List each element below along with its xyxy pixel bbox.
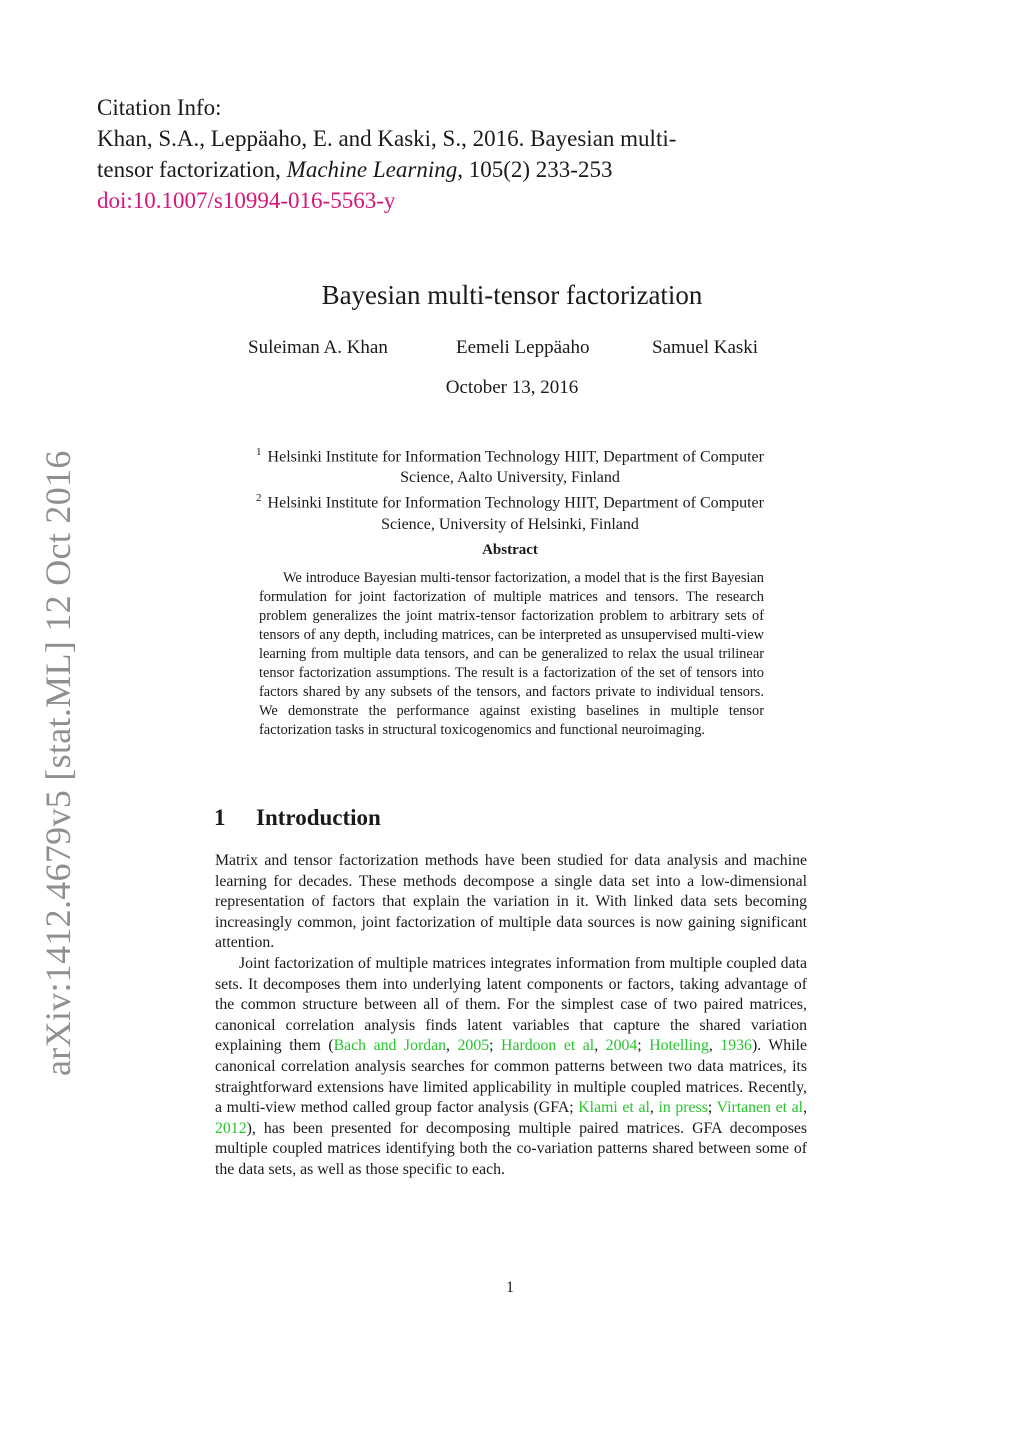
citation-line-2-pre: tensor factorization, [97, 157, 287, 182]
affiliation [250, 442, 770, 488]
affiliations [250, 442, 770, 535]
citation-info [97, 92, 797, 216]
citation-journal: Machine Learning [286, 157, 458, 182]
affiliation-mark: 1 [256, 446, 262, 458]
body-paragraph: Joint factorization of multiple matrices integrates information from multiple coupled data sets. It decomposes them into underlying latent components or factors, taking advantage of the common structure between all of them. For the simplest case of two paired matrices, canonical correlation analysis finds latent variables that capture the shared variation explaining them (Bach and Jordan, 2005; Hardoon et al, 2004; Hotelling, 1936). While canonical correlation analysis searches for common patterns between two data matrices, its straightforward extensions have limited applicability in multiple coupled matrices. Recently, a multi-view method called group factor analysis (GFA; Klami et al, in press; Virtanen et al, 2012), has been presented for decomposing multiple paired matrices. GFA decomposes multiple coupled matrices identifying both the co-variation patterns shared between some of the data sets, as well as those specific to each. [215, 955, 808, 1178]
author-name: Suleiman A. Khan [248, 337, 388, 358]
author-name: Eemeli Leppäaho [456, 337, 590, 358]
page-number: 1 [506, 1279, 514, 1296]
citation-link[interactable]: Hotelling [649, 1037, 709, 1055]
citation-year-link[interactable]: 2005 [457, 1037, 490, 1055]
citation-link[interactable]: Virtanen et al [716, 1099, 804, 1117]
citation-line-1: Khan, S.A., Leppäaho, E. and Kaski, S., 2016. Bayesian multi- [97, 126, 677, 151]
section-number: 1 [214, 805, 226, 830]
author-list [248, 337, 778, 367]
citation-year-link[interactable]: 1936 [720, 1037, 752, 1055]
arxiv-identifier-stamp: arXiv:1412.4679v5 [stat.ML] 12 Oct 2016 [38, 450, 78, 1076]
affiliation-text: Helsinki Institute for Information Technology HIIT, Department of Computer Science, Aalto University, Finland [267, 448, 764, 487]
citation-line-2-post: , 105(2) 233-253 [457, 157, 613, 182]
section-heading [214, 805, 381, 831]
citation-link[interactable]: Hardoon et al [501, 1037, 595, 1055]
affiliation-text: Helsinki Institute for Information Technology HIIT, Department of Computer Science, University of Helsinki, Finland [267, 494, 764, 533]
paragraph-text: Joint factorization of multiple matrices integrates information from multiple coupled data sets. It decomposes them into underlying latent components or factors, taking advantage of the common structure between all of them. For the simplest case of two paired matrices, canonical correlation analysis finds latent variables that capture the shared variation explaining them ( [215, 955, 807, 1055]
citation-year-link[interactable]: in press [658, 1099, 708, 1117]
author-name: Samuel Kaski [652, 337, 759, 358]
publication-date: October 13, 2016 [445, 377, 579, 398]
affiliation-mark: 2 [256, 492, 262, 505]
citation-heading: Citation Info: [97, 95, 222, 120]
citation-link[interactable]: Bach and Jordan [333, 1037, 447, 1055]
paper-title: Bayesian multi-tensor factorization [321, 280, 703, 310]
paragraph-text: ). While canonical correlation analysis searches for common patterns between two data matrices, its straightforward extensions have limited applicability in multiple coupled matrices. Recently, a multi-view method called group factor analysis (GFA; [215, 1037, 807, 1117]
body-paragraph: Matrix and tensor factorization methods have been studied for data analysis and machine learning for decades. These methods decompose a single data set into a low-dimensional representation of factors that explain the variation in it. With linked data sets becoming increasingly common, joint factorization of multiple data sources is now gaining significant attention. [215, 852, 807, 952]
paragraph-text: ), has been presented for decomposing multiple paired matrices. GFA decomposes multiple coupled matrices identifying both the co-variation patterns shared between some of the data sets, as well as those specific to each. [215, 1119, 807, 1178]
citation-year-link[interactable]: 2012 [215, 1119, 247, 1137]
citation-link[interactable]: Klami et al [578, 1099, 650, 1117]
citation-line-2 [97, 154, 797, 185]
section-title: Introduction [256, 805, 381, 830]
doi-link[interactable]: doi:10.1007/s10994-016-5563-y [97, 188, 396, 213]
citation-year-link[interactable]: 2004 [605, 1037, 638, 1055]
affiliation [250, 488, 770, 534]
abstract-heading: Abstract [482, 542, 538, 558]
abstract-text: We introduce Bayesian multi-tensor factorization, a model that is the first Bayesian formulation for joint factorization of multiple matrices and tensors. The research problem generalizes the joint matrix-tensor factorization problem to arbitrary sets of tensors of any depth, including matrices, can be interpreted as unsupervised multi-view learning from multiple data tensors, and can be generalized to relax the usual trilinear tensor factorization assumptions. The result is a factorization of the set of tensors into factors shared by any subsets of the tensors, and factors private to individual tensors. We demonstrate the performance against existing baselines in multiple tensor factorization tasks in structural toxicogenomics and functional neuroimaging. [259, 570, 764, 738]
